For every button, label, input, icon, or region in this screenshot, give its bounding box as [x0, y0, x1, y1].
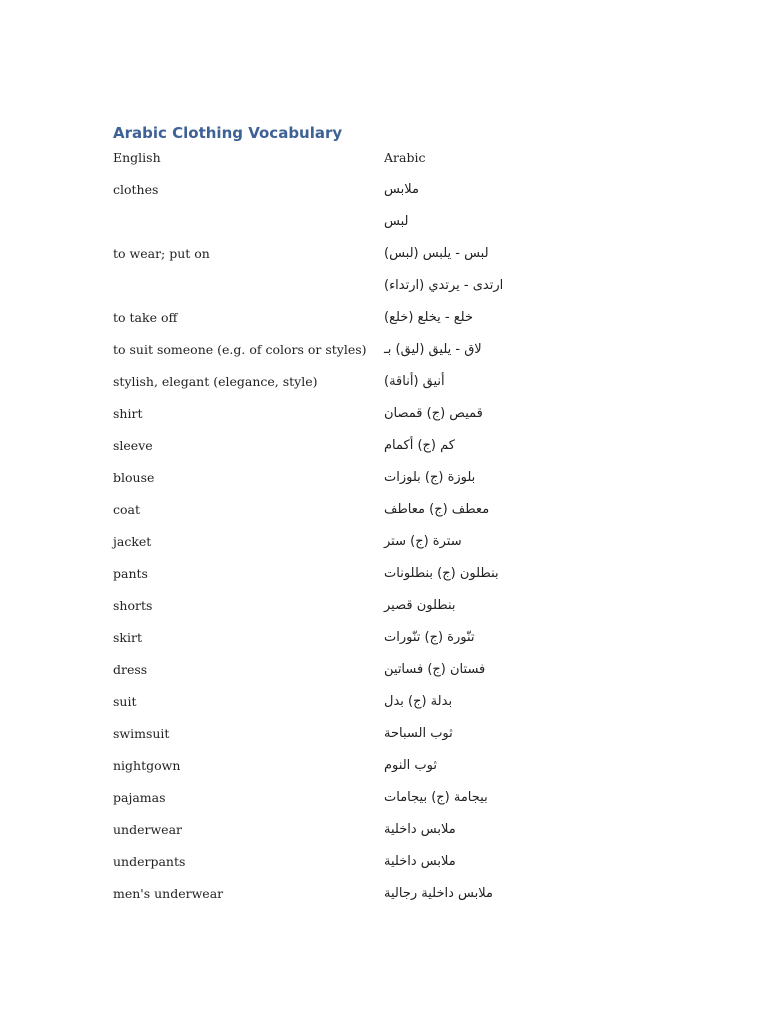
column-header-english: English: [113, 150, 161, 165]
english-term: pants: [113, 566, 148, 581]
arabic-term: أنيق (أناقة): [384, 374, 445, 389]
table-row: [113, 308, 673, 340]
arabic-term: سترة (ج) ستر: [384, 534, 462, 549]
table-row: [113, 180, 673, 212]
english-term: sleeve: [113, 438, 153, 453]
arabic-term: بلوزة (ج) بلوزات: [384, 470, 476, 485]
arabic-term: لبس: [384, 214, 409, 229]
english-term: to take off: [113, 310, 178, 325]
english-term: shorts: [113, 598, 153, 613]
arabic-term: فستان (ج) فساتين: [384, 662, 486, 677]
arabic-term: لبس - يلبس (لبس): [384, 246, 489, 261]
english-term: to suit someone (e.g. of colors or styles): [113, 342, 367, 357]
arabic-term: ثوب النوم: [384, 758, 437, 773]
arabic-term: ملابس داخلية: [384, 854, 456, 869]
arabic-term: ملابس داخلية: [384, 822, 456, 837]
table-row: [113, 884, 673, 916]
english-term: swimsuit: [113, 726, 170, 741]
table-row: [113, 788, 673, 820]
table-row: [113, 660, 673, 692]
table-row: [113, 628, 673, 660]
vocabulary-table: [113, 148, 673, 916]
column-header-arabic: Arabic: [384, 150, 426, 165]
english-term: nightgown: [113, 758, 181, 773]
arabic-term: بيجامة (ج) بيجامات: [384, 790, 488, 805]
table-row: [113, 724, 673, 756]
arabic-term: كم (ج) أكمام: [384, 438, 455, 453]
arabic-term: تنّورة (ج) تنّورات: [384, 630, 475, 645]
table-row: [113, 532, 673, 564]
arabic-term: معطف (ج) معاطف: [384, 502, 490, 517]
english-term: clothes: [113, 182, 159, 197]
table-row: [113, 564, 673, 596]
english-term: underpants: [113, 854, 186, 869]
table-row: [113, 852, 673, 884]
english-term: jacket: [113, 534, 152, 549]
english-term: dress: [113, 662, 148, 677]
english-term: blouse: [113, 470, 155, 485]
english-term: coat: [113, 502, 141, 517]
arabic-term: بنطلون (ج) بنطلونات: [384, 566, 499, 581]
table-row: [113, 372, 673, 404]
arabic-term: قميص (ج) قمصان: [384, 406, 483, 421]
english-term: shirt: [113, 406, 143, 421]
english-term: underwear: [113, 822, 183, 837]
arabic-term: خلع - يخلع (خلع): [384, 310, 473, 325]
table-row: [113, 692, 673, 724]
table-row: [113, 468, 673, 500]
english-term: skirt: [113, 630, 142, 645]
table-header-row: [113, 148, 673, 180]
table-body: [113, 180, 673, 916]
table-row: [113, 244, 673, 276]
arabic-term: ارتدى - يرتدي (ارتداء): [384, 278, 504, 293]
arabic-term: بدلة (ج) بدل: [384, 694, 453, 709]
table-row: [113, 276, 673, 308]
table-row: [113, 596, 673, 628]
arabic-term: ملابس داخلية رجالية: [384, 886, 493, 901]
arabic-term: ثوب السباحة: [384, 726, 453, 741]
english-term: to wear; put on: [113, 246, 210, 261]
table-row: [113, 756, 673, 788]
arabic-term: ملابس: [384, 182, 419, 197]
table-row: [113, 340, 673, 372]
english-term: pajamas: [113, 790, 166, 805]
english-term: stylish, elegant (elegance, style): [113, 374, 318, 389]
english-term: men's underwear: [113, 886, 224, 901]
arabic-term: لاق - يليق (ليق) بـ: [384, 342, 482, 357]
page-title: Arabic Clothing Vocabulary: [113, 124, 343, 142]
table-row: [113, 212, 673, 244]
table-row: [113, 500, 673, 532]
arabic-term: بنطلون قصير: [384, 598, 456, 613]
table-row: [113, 404, 673, 436]
english-term: suit: [113, 694, 137, 709]
table-row: [113, 436, 673, 468]
table-row: [113, 820, 673, 852]
